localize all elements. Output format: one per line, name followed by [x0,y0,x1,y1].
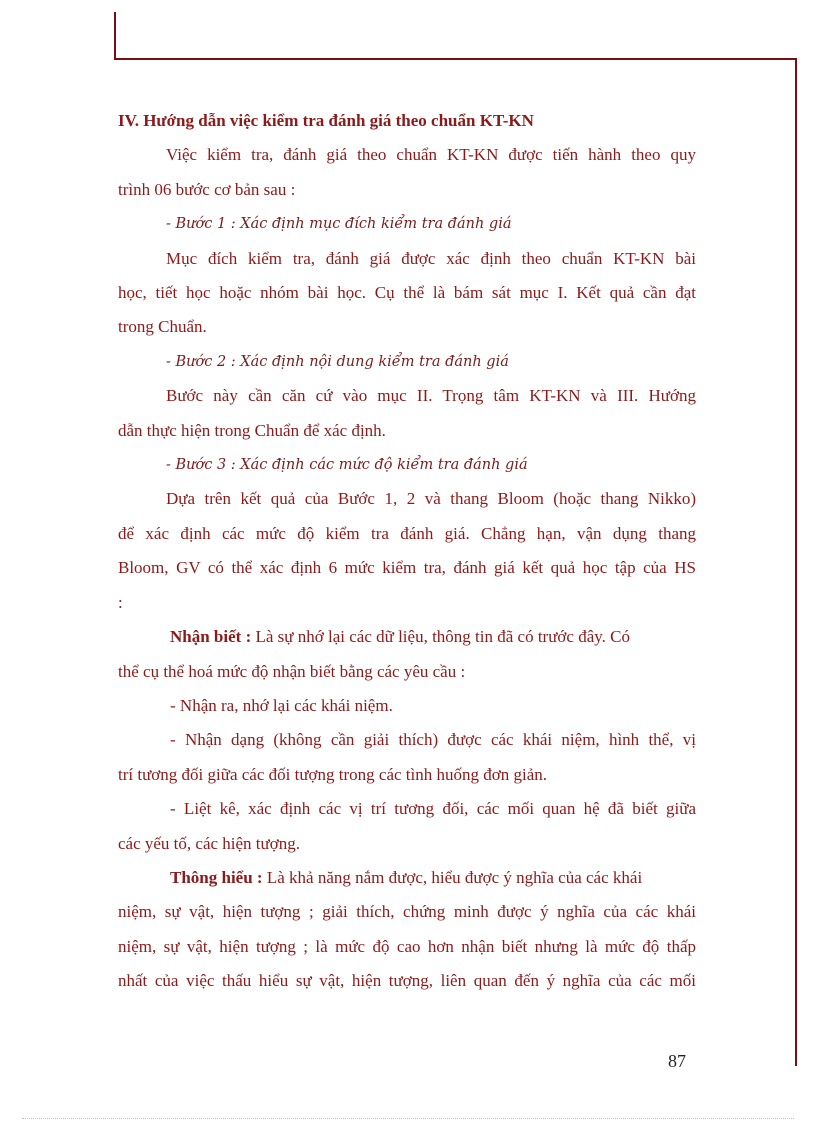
text-line: nhất của việc thấu hiểu sự vật, hiện tượng, liên quan đến ý nghĩa của các mối [118,971,696,991]
list-item: - Liệt kê, xác định các vị trí tương đối, các mối quan hệ đã biết giữa [170,799,696,819]
text-line: trí tương đối giữa các đối tượng trong các tình huống đơn giản. [118,764,548,784]
page-border-right [783,58,797,1066]
list-item: - Nhận ra, nhớ lại các khái niệm. [170,695,393,715]
page-number: 87 [668,1051,686,1071]
page-bottom-divider [22,1118,794,1119]
text-line: : [118,592,123,612]
term-recognition-definition: Là sự nhớ lại các dữ liệu, thông tin đã có trước đây. Có [251,627,630,647]
term-recognition: Nhận biết : [170,627,252,647]
term-comprehension-definition: Là khả năng nắm được, hiểu được ý nghĩa của các khái [262,867,643,887]
text-line [118,861,696,895]
text-line: Mục đích kiểm tra, đánh giá được xác định theo chuẩn KT-KN bài [166,248,696,268]
term-comprehension: Thông hiểu : [170,867,263,887]
step-heading: - Bước 1 : Xác định mục đích kiểm tra đánh giá [166,216,512,233]
text-line: học, tiết học hoặc nhóm bài học. Cụ thể là bám sát mục I. Kết quả cần đạt [118,283,696,303]
text-line: niệm, sự vật, hiện tượng ; là mức độ cao hơn nhận biết nhưng là mức độ thấp [118,936,696,956]
text-line: thể cụ thể hoá mức độ nhận biết bằng các yêu cầu : [118,661,466,681]
text-line: niệm, sự vật, hiện tượng ; giải thích, chứng minh được ý nghĩa của các khái [118,902,696,922]
step-heading: - Bước 2 : Xác định nội dung kiểm tra đánh giá [166,353,509,370]
list-item: - Nhận dạng (không cần giải thích) được các khái niệm, hình thể, vị [170,730,696,750]
text-line: Bước này cần căn cứ vào mục II. Trọng tâm KT-KN và III. Hướng [166,386,696,406]
text-line: dẫn thực hiện trong Chuẩn để xác định. [118,420,386,440]
step-heading: - Bước 3 : Xác định các mức độ kiểm tra đánh giá [166,457,528,474]
text-line: các yếu tố, các hiện tượng. [118,833,300,853]
text-line: Việc kiểm tra, đánh giá theo chuẩn KT-KN được tiến hành theo quy [166,145,696,165]
section-heading: IV. Hướng dẫn việc kiểm tra đánh giá theo chuẩn KT-KN [118,111,534,130]
page-border-top [114,12,797,60]
text-line: Bloom, GV có thể xác định 6 mức kiểm tra, đánh giá kết quả học tập của HS [118,558,696,578]
text-line: để xác định các mức độ kiểm tra đánh giá. Chẳng hạn, vận dụng thang [118,523,696,543]
text-line [118,620,696,654]
document-body [118,104,696,999]
text-line: trong Chuẩn. [118,317,207,337]
text-line: Dựa trên kết quả của Bước 1, 2 và thang Bloom (hoặc thang Nikko) [166,489,696,509]
text-line: trình 06 bước cơ bản sau : [118,179,296,199]
